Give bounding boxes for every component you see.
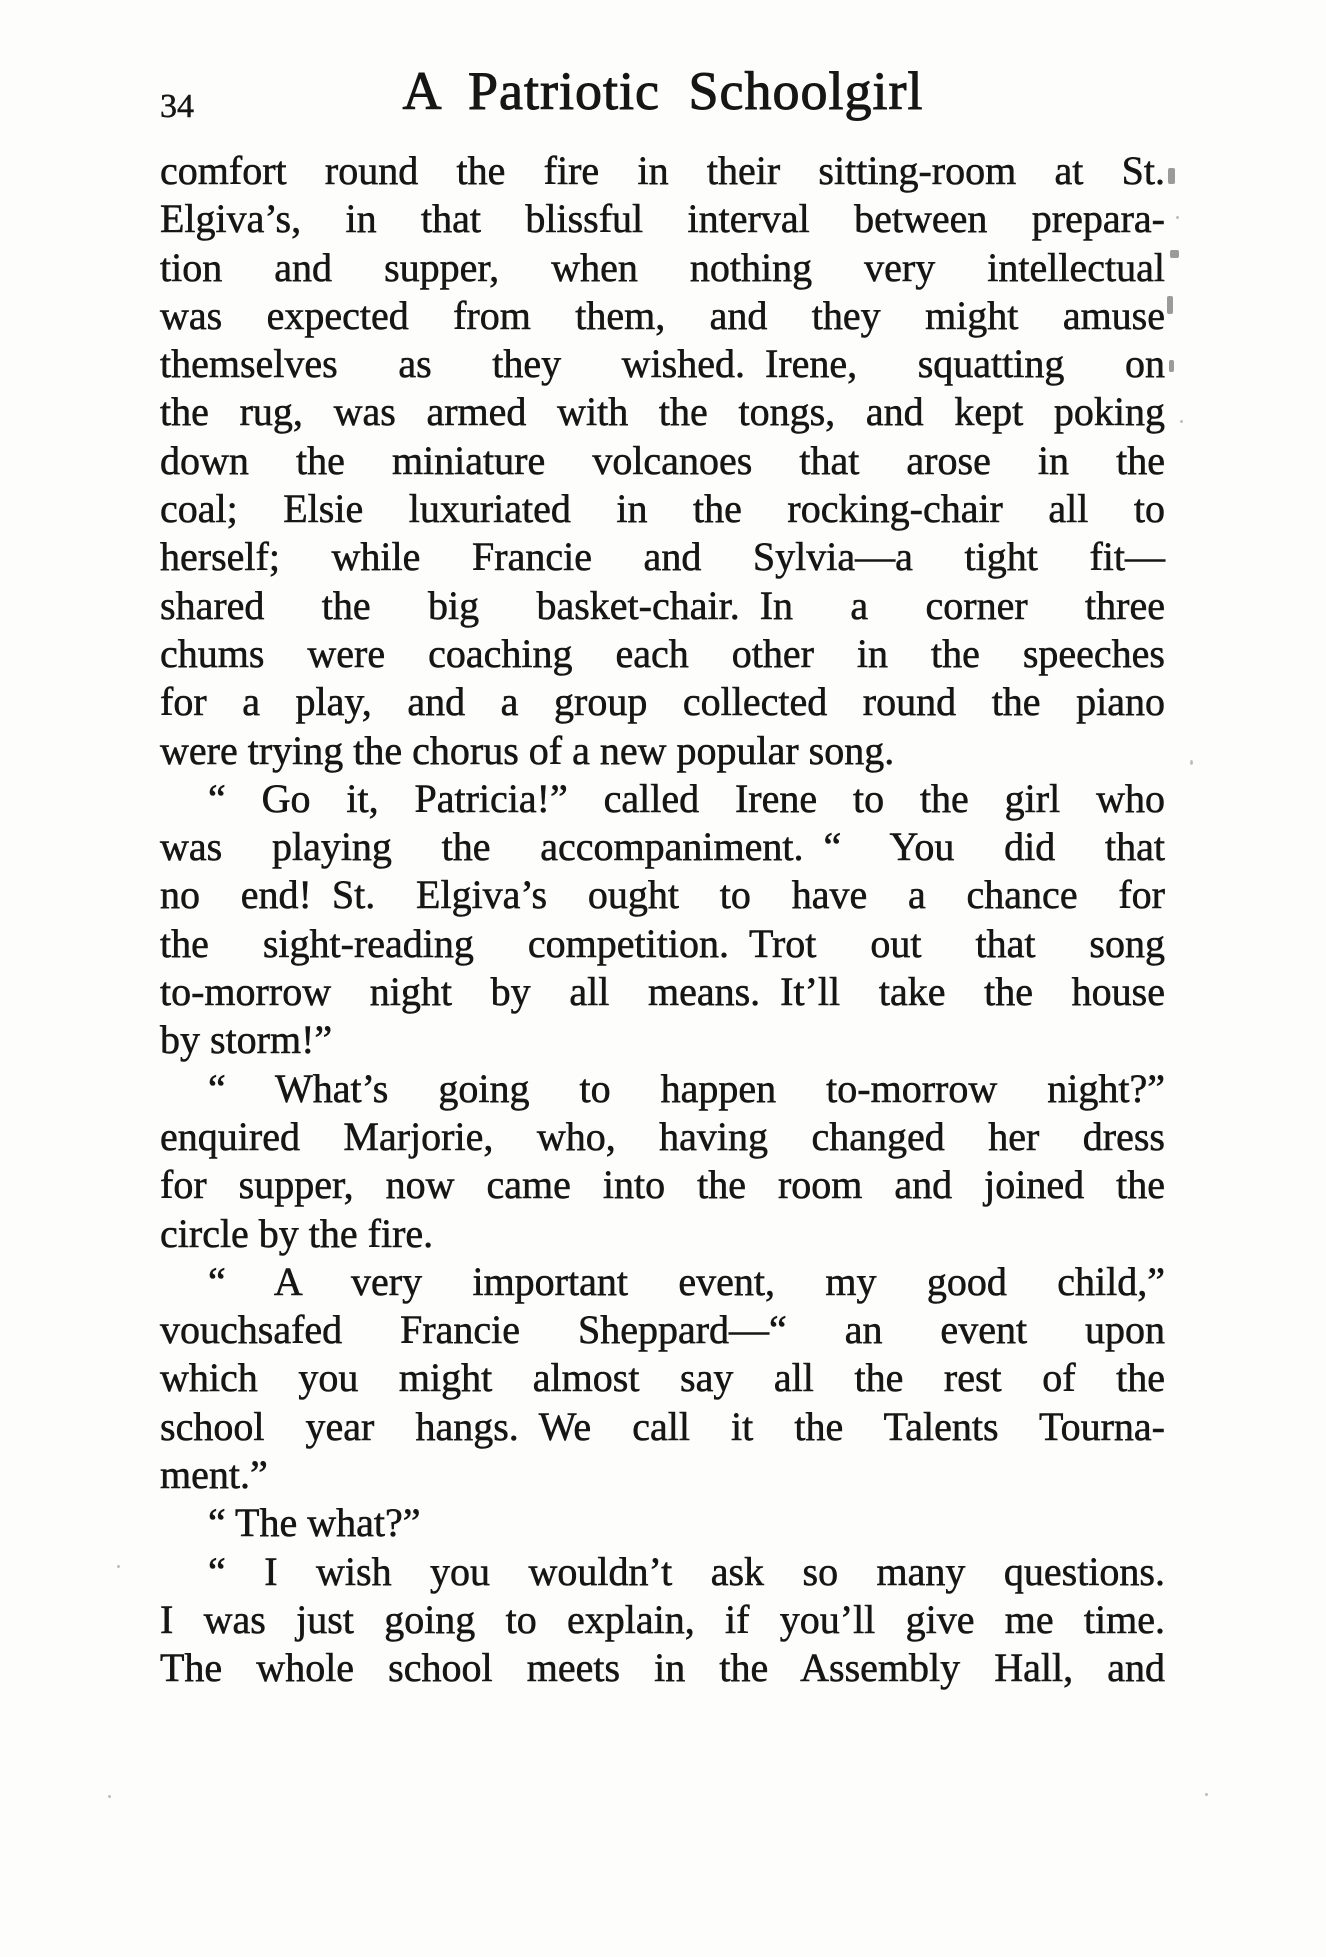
text-line: “ What’s going to happen to-morrow night?” [208,1065,1165,1111]
text-line: “ Go it, Patricia!” called Irene to the girl who [208,775,1165,821]
text-line: which you might almost say all the rest of the [160,1355,1165,1401]
page-title: A Patriotic Schoolgirl [402,61,924,121]
text-line: herself; while Francie and Sylvia—a tight fit— [160,534,1165,580]
text-line: enquired Marjorie, who, having changed her dress [160,1113,1165,1159]
text-line: for supper, now came into the room and joined the [160,1162,1165,1208]
text-line: coal; Elsie luxuriated in the rocking-chair all to [160,486,1165,532]
text-line: shared the big basket-chair. In a corner three [160,582,1165,628]
text-line: down the miniature volcanoes that arose in the [160,437,1165,483]
text-line: “ I wish you wouldn’t ask so many questions. [208,1548,1165,1594]
text-line: tion and supper, when nothing very intellectual [160,244,1165,290]
text-line: for a play, and a group collected round the piano [160,679,1165,725]
scan-speck [1190,760,1193,765]
text-line: themselves as they wished. Irene, squatting on [160,341,1165,387]
scan-speck [1176,216,1179,219]
scan-smudge [1169,360,1174,372]
scan-speck [1180,420,1183,423]
text-line: school year hangs. We call it the Talents Tourna- [160,1403,1165,1449]
text-line: I was just going to explain, if you’ll give me time. [160,1596,1165,1642]
text-line: were trying the chorus of a new popular song. [160,727,895,773]
text-line: Elgiva’s, in that blissful interval between prepara- [160,196,1165,242]
text-line: chums were coaching each other in the speeches [160,630,1165,676]
text-line: the rug, was armed with the tongs, and kept poking [160,389,1165,435]
scan-speck [117,1565,120,1568]
text-line: was playing the accompaniment. “ You did that [160,824,1165,870]
text-line: was expected from them, and they might amuse [160,292,1165,338]
scan-smudge [1168,168,1175,184]
body-text [160,147,1165,1693]
text-line: “ A very important event, my good child,” [208,1258,1165,1304]
page-header [0,56,1326,126]
text-line: the sight-reading competition. Trot out that song [160,920,1165,966]
scan-smudge [1167,296,1173,314]
text-line: vouchsafed Francie Sheppard—“ an event upon [160,1307,1165,1353]
scan-speck [1205,1793,1208,1796]
text-line: circle by the fire. [160,1210,434,1256]
text-line: ment.” [160,1452,268,1498]
text-line: The whole school meets in the Assembly Hall, and [160,1645,1165,1691]
text-line: “ The what?” [208,1500,421,1546]
text-line: comfort round the fire in their sitting-room at St. [160,148,1165,193]
page-number: 34 [160,88,194,125]
text-line: no end! St. Elgiva’s ought to have a chance for [160,872,1165,918]
text-line: to-morrow night by all means. It’ll take the house [160,969,1165,1015]
scan-speck [108,1795,111,1798]
scan-smudge [1170,250,1179,258]
text-line: by storm!” [160,1017,333,1063]
